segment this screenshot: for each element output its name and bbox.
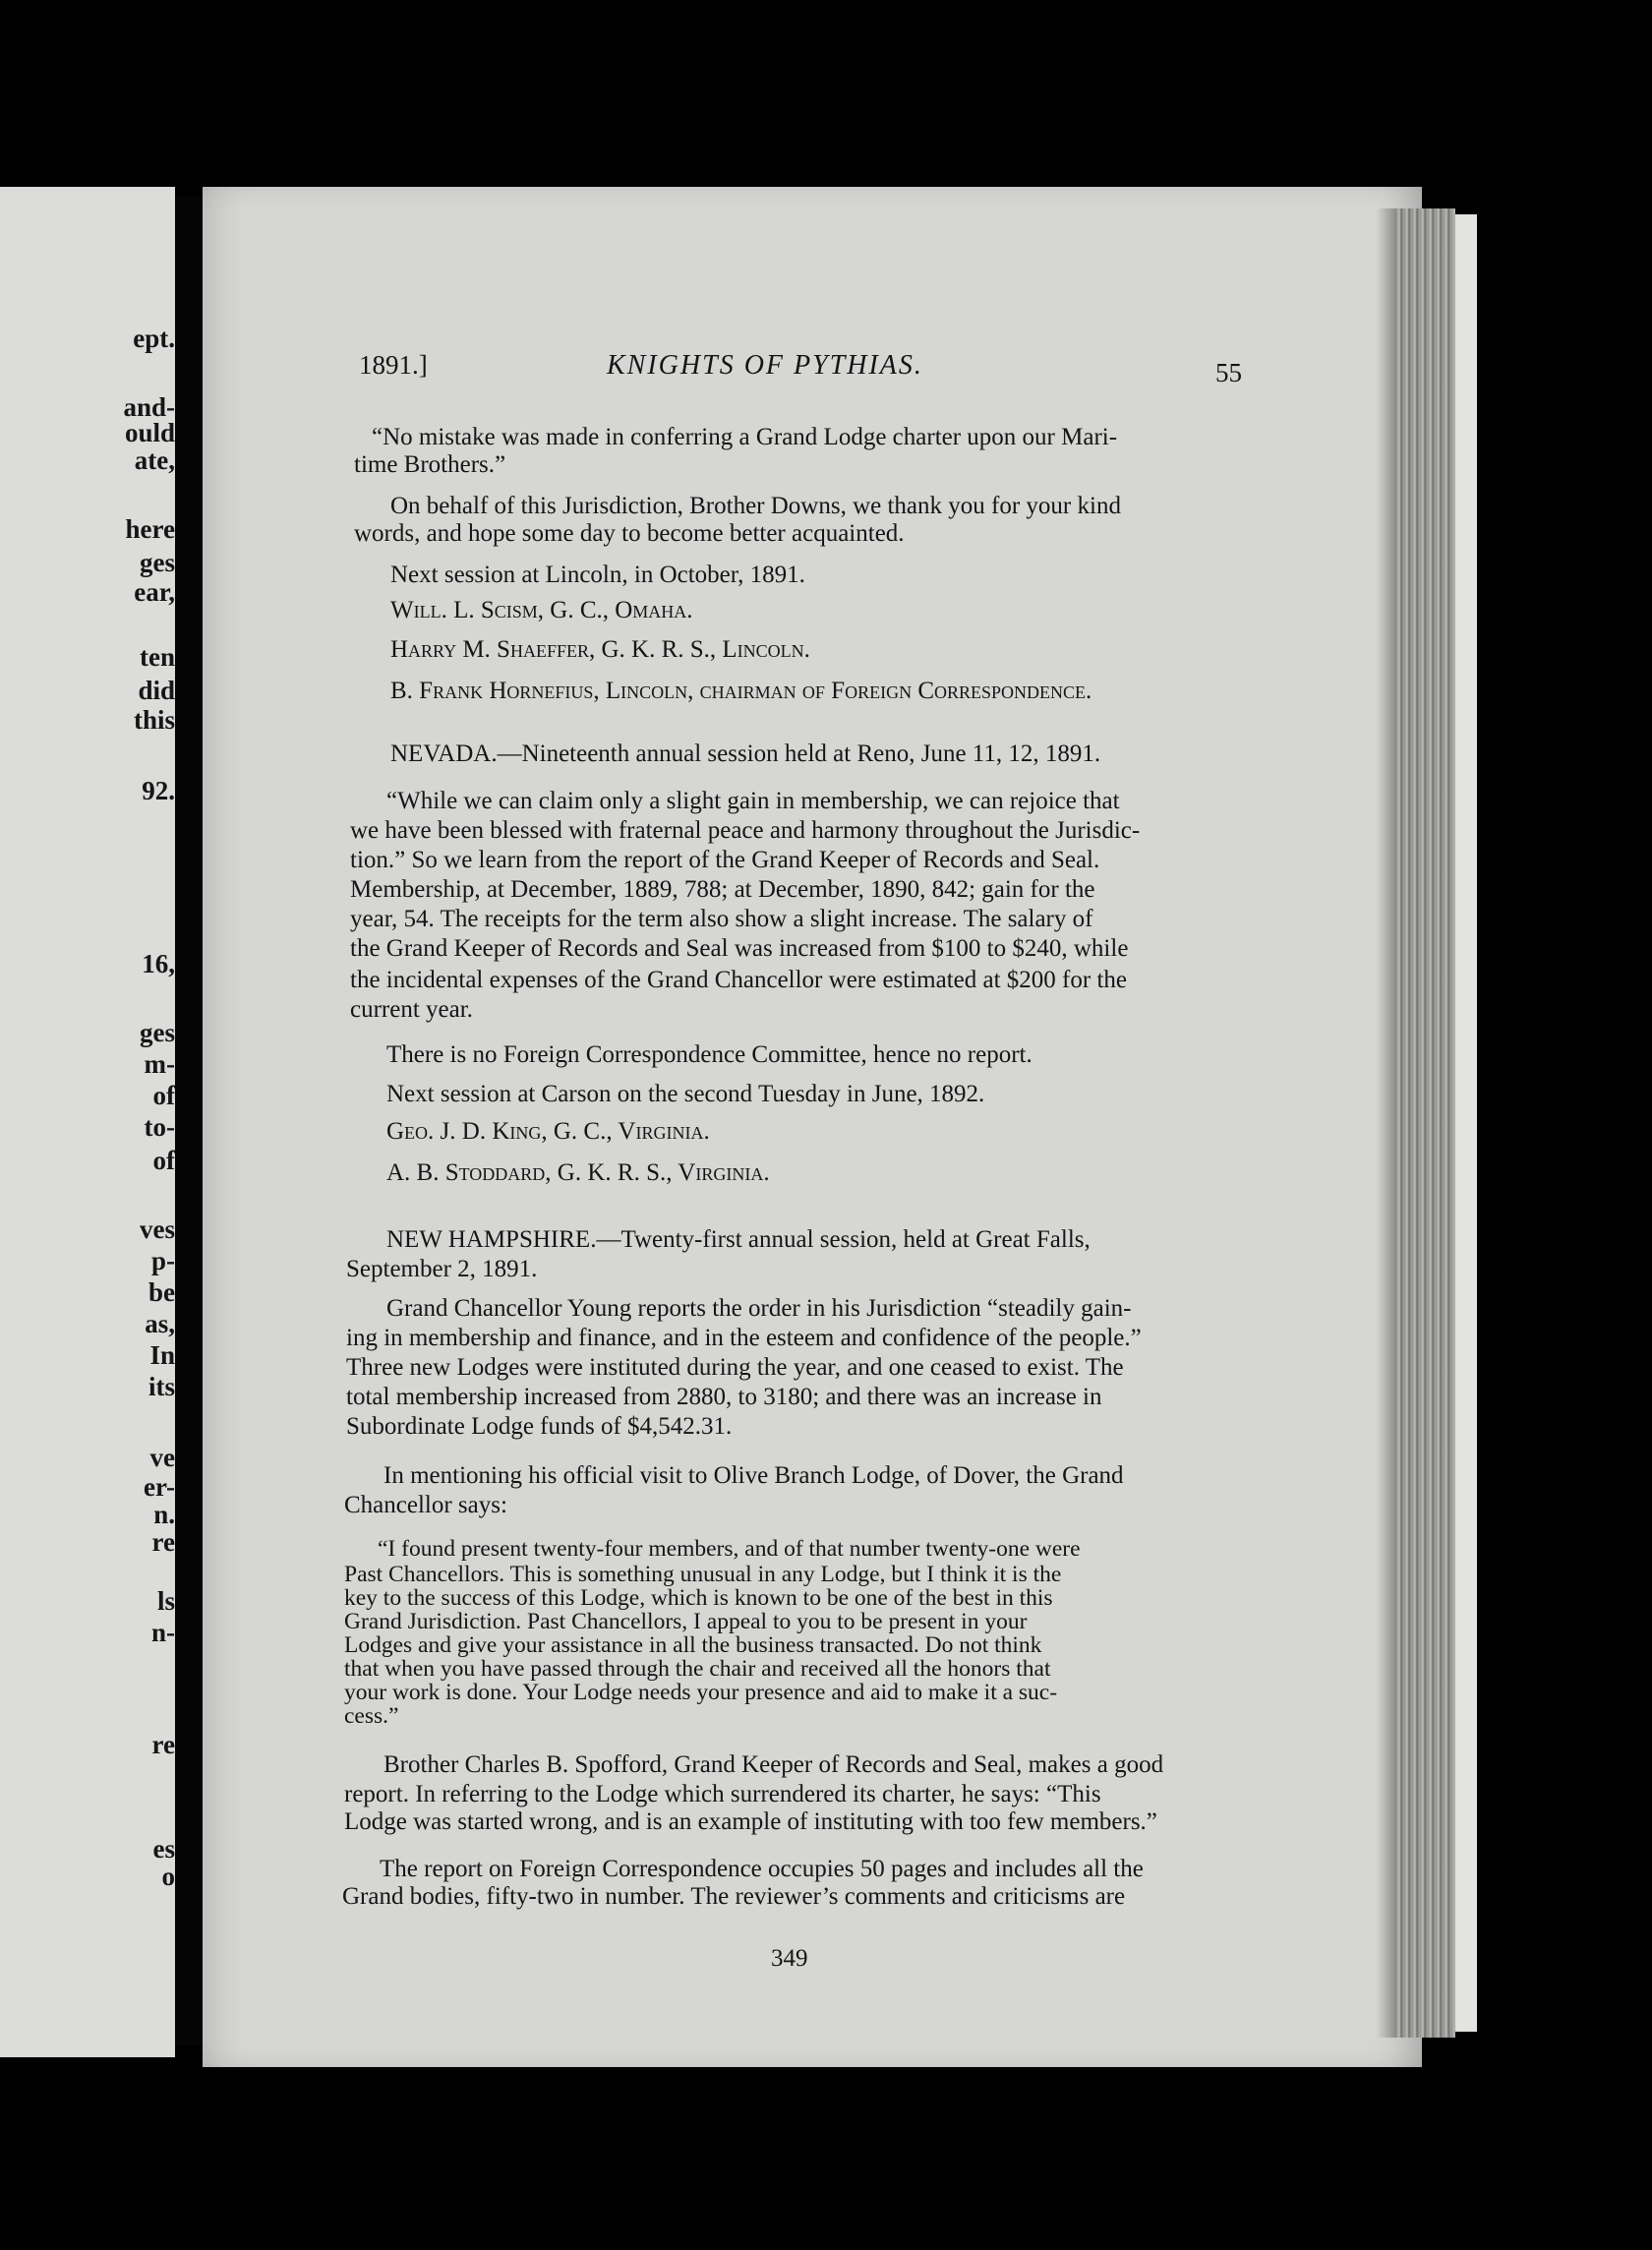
text-line: Past Chancellors. This is something unusual in any Lodge, but I think it is the bbox=[344, 1562, 1062, 1587]
left-page-fragment: n- bbox=[150, 1618, 175, 1647]
running-head-title: KNIGHTS OF PYTHIAS. bbox=[607, 350, 923, 381]
left-page-fragment: ges bbox=[140, 1018, 175, 1047]
left-page-fragment: this bbox=[133, 705, 175, 735]
left-page-fragment: ould bbox=[124, 418, 175, 447]
left-page-fragment: ve bbox=[149, 1443, 175, 1472]
text-line: tion.” So we learn from the report of the Grand Keeper of Records and Seal. bbox=[350, 847, 1100, 873]
text-line: Lodge was started wrong, and is an example of instituting with too few members.” bbox=[344, 1808, 1157, 1835]
text-line: Grand bodies, fifty-two in number. The reviewer’s comments and criticisms are bbox=[342, 1883, 1126, 1910]
text-line: the incidental expenses of the Grand Chancellor were estimated at $200 for the bbox=[350, 967, 1127, 993]
page-curl-shadow bbox=[1377, 208, 1398, 2038]
left-page-fragment: o bbox=[161, 1862, 175, 1891]
left-page-fragment: ten bbox=[140, 642, 175, 672]
left-page-fragment: n. bbox=[153, 1500, 175, 1529]
text-line: Geo. J. D. King, G. C., Virginia. bbox=[386, 1118, 710, 1145]
text-line: September 2, 1891. bbox=[346, 1256, 538, 1282]
text-line: Will. L. Scism, G. C., Omaha. bbox=[390, 597, 693, 623]
left-page-fragment: its bbox=[148, 1372, 175, 1401]
text-line: NEW HAMPSHIRE.—Twenty-first annual session, held at Great Falls, bbox=[386, 1226, 1091, 1253]
text-line: key to the success of this Lodge, which is known to be one of the best in this bbox=[344, 1585, 1053, 1611]
text-line: cess.” bbox=[344, 1703, 399, 1729]
text-line: current year. bbox=[350, 996, 473, 1023]
text-line: we have been blessed with fraternal peace and harmony throughout the Jurisdic- bbox=[350, 817, 1141, 844]
text-line: the Grand Keeper of Records and Seal was increased from $100 to $240, while bbox=[350, 935, 1129, 962]
text-line: Brother Charles B. Spofford, Grand Keeper of Records and Seal, makes a good bbox=[384, 1751, 1164, 1778]
left-page-fragment: es bbox=[152, 1834, 175, 1864]
left-page-fragment: ves bbox=[140, 1214, 175, 1244]
left-page-fragment: ate, bbox=[134, 445, 175, 475]
text-line: B. Frank Hornefius, Lincoln, chairman of Foreign Correspondence. bbox=[390, 678, 1092, 704]
text-line: Membership, at December, 1889, 788; at December, 1890, 842; gain for the bbox=[350, 876, 1095, 903]
text-line: report. In referring to the Lodge which surrendered its charter, he says: “This bbox=[344, 1781, 1101, 1807]
left-page-fragment: In bbox=[149, 1340, 175, 1370]
text-line: total membership increased from 2880, to 3180; and there was an increase in bbox=[346, 1384, 1102, 1410]
left-page-fragment: ear, bbox=[134, 577, 175, 607]
left-page-fragment: m- bbox=[144, 1049, 175, 1079]
text-line: Three new Lodges were instituted during the year, and one ceased to exist. The bbox=[346, 1354, 1124, 1381]
left-facing-page bbox=[0, 187, 175, 2057]
left-page-fragment: to- bbox=[144, 1112, 175, 1142]
text-line: Grand Jurisdiction. Past Chancellors, I appeal to you to be present in your bbox=[344, 1609, 1028, 1634]
text-line: The report on Foreign Correspondence occupies 50 pages and includes all the bbox=[380, 1856, 1144, 1882]
left-page-fragment: as, bbox=[145, 1309, 175, 1338]
text-line: Next session at Carson on the second Tuesday in June, 1892. bbox=[386, 1081, 985, 1107]
text-line: Next session at Lincoln, in October, 1891. bbox=[390, 562, 805, 588]
text-line: Harry M. Shaeffer, G. K. R. S., Lincoln. bbox=[390, 636, 810, 663]
text-line: ing in membership and finance, and in the esteem and confidence of the people.” bbox=[346, 1325, 1142, 1351]
text-line: your work is done. Your Lodge needs your presence and aid to make it a suc- bbox=[344, 1680, 1058, 1705]
left-page-fragment: of bbox=[152, 1146, 175, 1175]
page-number: 55 bbox=[1215, 358, 1242, 387]
left-page-fragment: of bbox=[152, 1081, 175, 1110]
page-edges bbox=[1396, 208, 1455, 2038]
page-edge-margin bbox=[1455, 214, 1477, 2032]
left-page-fragment: re bbox=[151, 1730, 175, 1759]
text-line: “No mistake was made in conferring a Grand Lodge charter upon our Mari- bbox=[372, 424, 1118, 450]
text-line: Subordinate Lodge funds of $4,542.31. bbox=[346, 1413, 733, 1440]
left-page-fragment: and- bbox=[123, 392, 175, 422]
left-page-fragment: 92. bbox=[142, 776, 175, 805]
running-head-year: 1891.] bbox=[359, 350, 428, 380]
left-page-fragment: here bbox=[125, 514, 175, 544]
text-line: time Brothers.” bbox=[354, 451, 506, 478]
left-page-fragment: did bbox=[138, 676, 175, 705]
left-page-fragment: be bbox=[148, 1277, 175, 1307]
book-gutter bbox=[175, 197, 203, 2045]
text-line: Chancellor says: bbox=[344, 1492, 507, 1518]
text-line: NEVADA.—Nineteenth annual session held at Reno, June 11, 12, 1891. bbox=[390, 740, 1101, 767]
text-line: On behalf of this Jurisdiction, Brother Downs, we thank you for your kind bbox=[390, 493, 1121, 519]
text-line: “I found present twenty-four members, and of that number twenty-one were bbox=[378, 1536, 1081, 1562]
left-page-fragment: 16, bbox=[142, 949, 175, 978]
left-page-fragment: ept. bbox=[133, 324, 175, 353]
text-line: that when you have passed through the chair and received all the honors that bbox=[344, 1656, 1051, 1682]
text-line: A. B. Stoddard, G. K. R. S., Virginia. bbox=[386, 1159, 770, 1186]
text-line: Grand Chancellor Young reports the order in his Jurisdiction “steadily gain- bbox=[386, 1295, 1132, 1322]
left-page-fragment: p- bbox=[150, 1246, 175, 1275]
left-page-fragment: re bbox=[151, 1527, 175, 1557]
left-page-fragment: ls bbox=[156, 1586, 175, 1616]
text-line: There is no Foreign Correspondence Committee, hence no report. bbox=[386, 1041, 1032, 1068]
text-line: Lodges and give your assistance in all the business transacted. Do not think bbox=[344, 1632, 1042, 1658]
left-page-fragment: er- bbox=[144, 1472, 175, 1502]
left-page-fragment: ges bbox=[140, 548, 175, 577]
text-line: words, and hope some day to become better acquainted. bbox=[354, 520, 905, 547]
text-line: In mentioning his official visit to Olive Branch Lodge, of Dover, the Grand bbox=[384, 1462, 1124, 1489]
text-line: year, 54. The receipts for the term also show a slight increase. The salary of bbox=[350, 906, 1093, 932]
folio-number: 349 bbox=[771, 1945, 808, 1972]
text-line: “While we can claim only a slight gain in membership, we can rejoice that bbox=[386, 788, 1120, 814]
